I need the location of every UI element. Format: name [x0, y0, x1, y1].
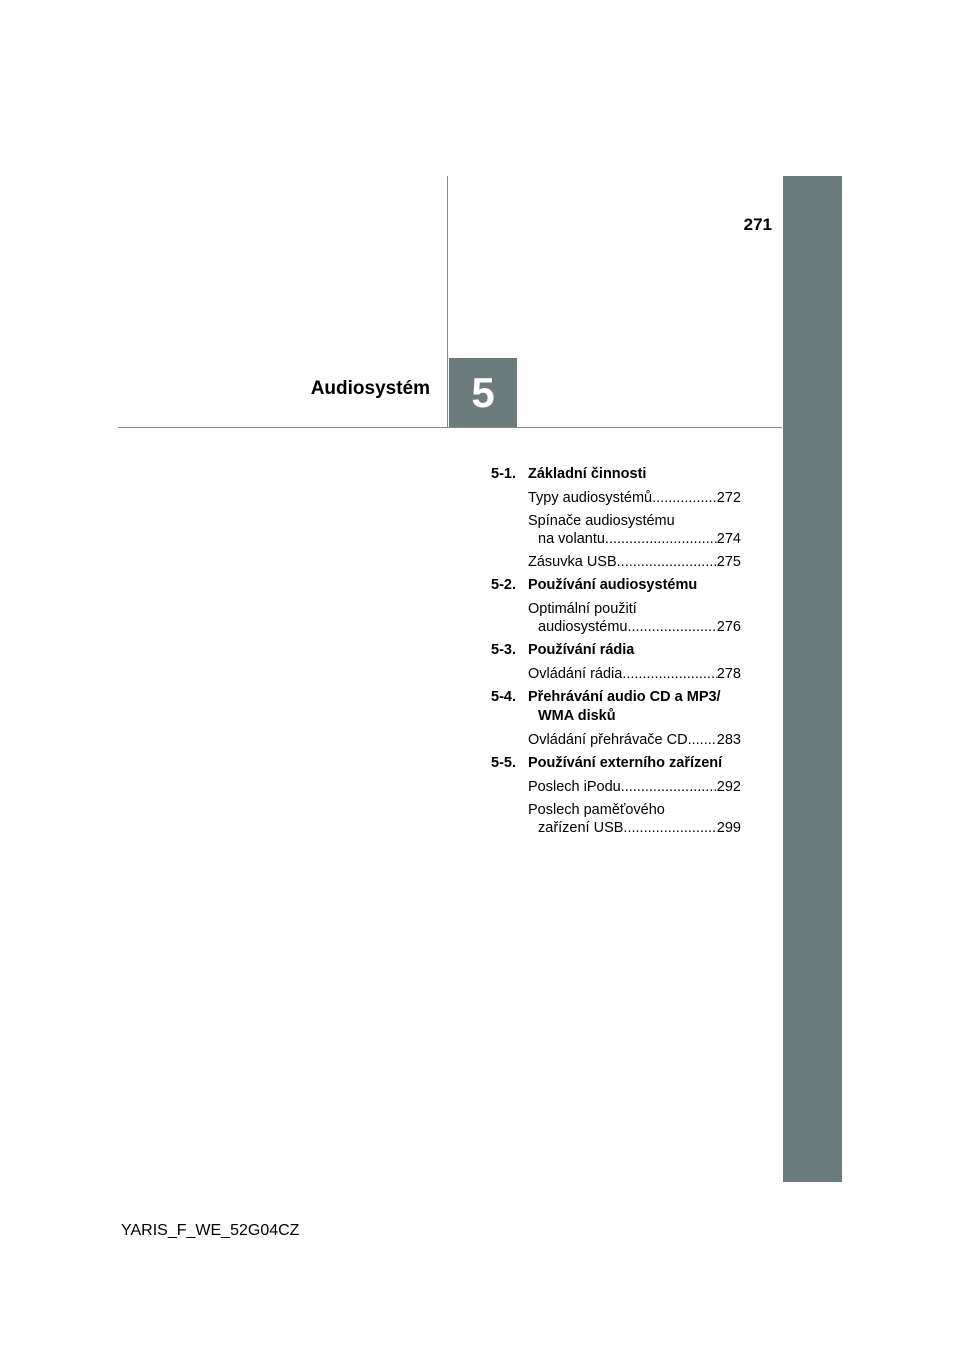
- table-of-contents: [491, 460, 741, 837]
- leader-dots: [622, 665, 716, 683]
- leader-dots: [652, 489, 717, 507]
- entry-page: 299: [716, 820, 741, 836]
- horizontal-divider: [118, 427, 782, 428]
- entry-page: 272: [716, 490, 741, 506]
- toc-entry[interactable]: [528, 553, 741, 571]
- entry-label: Typy audiosystémů: [528, 490, 653, 506]
- toc-entry[interactable]: [528, 801, 741, 837]
- leader-dots: [623, 819, 716, 837]
- section-title: Přehrávání audio CD a MP3/ WMA disků: [528, 689, 721, 724]
- entry-label: na volantu: [538, 531, 605, 547]
- entry-page: 283: [716, 732, 741, 748]
- section-title: Základní činnosti: [528, 466, 647, 482]
- toc-entry[interactable]: [528, 778, 741, 796]
- entry-page: 278: [716, 666, 741, 682]
- document-code: YARIS_F_WE_52G04CZ: [121, 1222, 300, 1239]
- toc-section: [491, 641, 741, 683]
- leader-dots: [621, 778, 717, 796]
- section-title: Používání rádia: [528, 642, 635, 658]
- toc-entry[interactable]: [528, 489, 741, 507]
- leader-dots: [627, 618, 716, 636]
- entry-label: Ovládání přehrávače CD: [528, 732, 688, 748]
- entry-page: 275: [716, 554, 741, 570]
- chapter-title: Audiosystém: [310, 378, 430, 399]
- entry-label: Poslech iPodu: [528, 779, 621, 795]
- entry-text: Spínače audiosystému: [528, 513, 675, 529]
- toc-section: [491, 688, 741, 749]
- toc-section: [491, 576, 741, 636]
- toc-entry[interactable]: [528, 665, 741, 683]
- leader-dots: [617, 553, 717, 571]
- entry-label: Ovládání rádia: [528, 666, 623, 682]
- toc-entry[interactable]: [528, 512, 741, 548]
- chapter-side-tab: [783, 176, 842, 1182]
- entry-label: Zásuvka USB: [528, 554, 617, 570]
- section-number: 5-3.: [491, 642, 516, 658]
- leader-dots: [688, 731, 717, 749]
- section-title: Používání externího zařízení: [528, 755, 723, 771]
- section-title: Používání audiosystému: [528, 577, 698, 593]
- page-number: 271: [743, 215, 772, 234]
- entry-page: 274: [716, 531, 741, 547]
- entry-label: audiosystému: [538, 619, 628, 635]
- chapter-number-box: 5: [449, 358, 517, 427]
- toc-section: [491, 754, 741, 837]
- section-number: 5-5.: [491, 755, 516, 771]
- entry-text: Optimální použití: [528, 601, 637, 617]
- entry-page: 276: [716, 619, 741, 635]
- entry-label: zařízení USB: [538, 820, 624, 836]
- entry-text: Poslech paměťového: [528, 802, 665, 818]
- toc-section: [491, 465, 741, 571]
- section-number: 5-1.: [491, 466, 516, 482]
- vertical-divider: [447, 176, 448, 427]
- leader-dots: [605, 530, 717, 548]
- toc-entry[interactable]: [528, 600, 741, 636]
- entry-page: 292: [716, 779, 741, 795]
- section-number: 5-4.: [491, 689, 516, 705]
- section-number: 5-2.: [491, 577, 516, 593]
- toc-entry[interactable]: [528, 731, 741, 749]
